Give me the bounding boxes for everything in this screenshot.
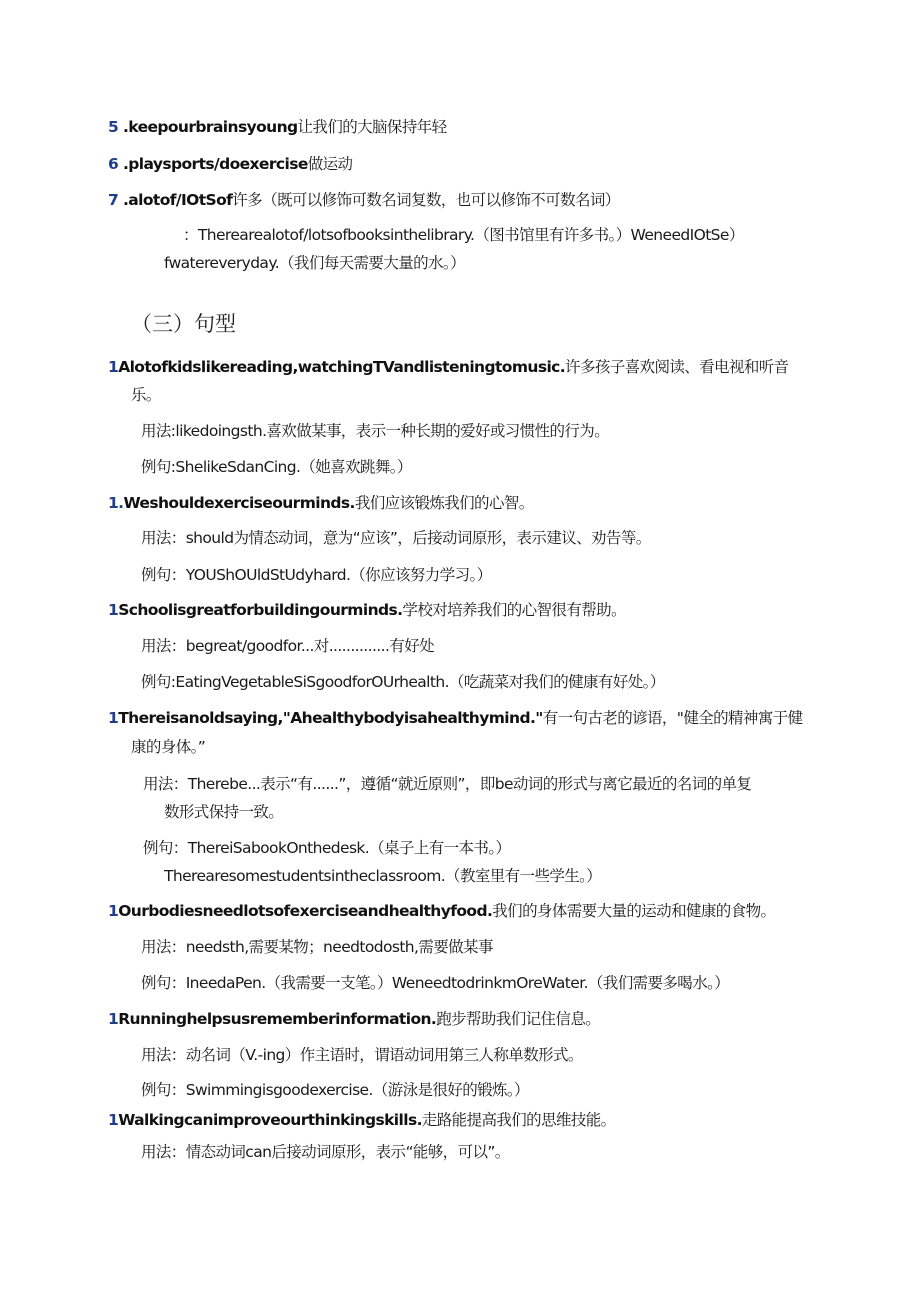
- item-number: 5: [108, 118, 119, 136]
- usage-line: 用法：动名词（V.-ing）作主语时，谓语动词用第三人称单数形式。: [141, 1046, 583, 1064]
- usage-line: 用法：needsth,需要某物；needtodosth,需要做某事: [141, 938, 493, 956]
- usage-line: 用法:likedoingsth.喜欢做某事，表示一种长期的爱好或习惯性的行为。: [141, 422, 610, 440]
- sentence-translation: 跑步帮助我们记住信息。: [436, 1010, 601, 1028]
- item-number: 7: [108, 191, 119, 209]
- sentence-line: [108, 356, 789, 378]
- meaning: 做运动: [307, 155, 353, 173]
- sentence-line: [108, 900, 775, 922]
- sentence-translation: 有一句古老的谚语，"健全的精神寓于健: [542, 709, 803, 727]
- example-line: 例句：ThereiSabookOnthedesk.（桌子上有一本书。）: [143, 839, 511, 857]
- sentence-english: Weshouldexerciseourminds.: [123, 494, 355, 512]
- usage-line: 用法：Therebe...表示“有......”，遵循“就近原则”，即be动词的形式与离它最近的名词的单复: [143, 775, 752, 793]
- sentence-translation: 走路能提高我们的思维技能。: [421, 1111, 616, 1129]
- vocab-example-line: ：Therearealotof/lotsofbooksinthelibrary.（图书馆里有许多书。）WeneedIOtSe）: [183, 226, 744, 244]
- usage-line: 用法：should为情态动词，意为“应该”，后接动词原形，表示建议、劝告等。: [141, 529, 651, 547]
- example-line: 例句:EatingVegetableSiSgoodforOUrhealth.（吃蔬菜对我们的健康有好处。）: [141, 673, 665, 691]
- vocab-example-line: fwatereveryday.（我们每天需要大量的水。）: [164, 254, 465, 272]
- item-number: 6: [108, 155, 119, 173]
- vocab-item: [108, 116, 447, 138]
- example-line: 例句：IneedaPen.（我需要一支笔。）WeneedtodrinkmOreWater.（我们需要多喝水。）: [141, 974, 730, 992]
- item-number: 1: [108, 1111, 119, 1129]
- example-line: 例句:ShelikeSdanCing.（她喜欢跳舞。）: [141, 458, 412, 476]
- example-line: 例句：Swimmingisgoodexercise.（游泳是很好的锻炼。）: [141, 1081, 529, 1099]
- sentence-english: Runninghelpsusrememberinformation.: [118, 1010, 437, 1028]
- sentence-english: Thereisanoldsaying,"Ahealthybodyisahealthymind.": [118, 709, 543, 727]
- sentence-line: [108, 1008, 600, 1030]
- item-number: 1: [108, 709, 119, 727]
- vocab-item: [108, 153, 352, 175]
- sentence-line: [108, 707, 803, 729]
- sentence-english: Alotofkidslikereading,watchingTVandlisteningtomusic.: [118, 358, 566, 376]
- sentence-line: [108, 492, 534, 514]
- example-continuation: Therearesomestudentsintheclassroom.（教室里有一些学生。）: [164, 867, 602, 885]
- usage-line: 用法：begreat/goodfor...对..............有好处: [141, 637, 434, 655]
- section-heading: （三）句型: [131, 312, 236, 336]
- sentence-line: [108, 599, 626, 621]
- sentence-translation: 我们应该锻炼我们的心智。: [354, 494, 534, 512]
- phrase: .keepourbrainsyoung: [118, 118, 298, 136]
- item-number: 1.: [108, 494, 124, 512]
- sentence-translation: 学校对培养我们的心智很有帮助。: [402, 601, 626, 619]
- meaning: 许多（既可以修饰可数名词复数，也可以修饰不可数名词）: [232, 191, 620, 209]
- sentence-english: Walkingcanimproveourthinkingskills.: [118, 1111, 422, 1129]
- item-number: 1: [108, 902, 119, 920]
- sentence-line: [108, 1109, 616, 1131]
- sentence-continuation: 康的身体。”: [131, 738, 206, 756]
- sentence-english: Ourbodiesneedlotsofexerciseandhealthyfood.: [118, 902, 493, 920]
- item-number: 1: [108, 358, 119, 376]
- vocab-item: [108, 189, 620, 211]
- phrase: .alotof/IOtSof: [118, 191, 233, 209]
- usage-continuation: 数形式保持一致。: [164, 803, 284, 821]
- meaning: 让我们的大脑保持年轻: [297, 118, 447, 136]
- item-number: 1: [108, 1010, 119, 1028]
- sentence-english: Schoolisgreatforbuildingourminds.: [118, 601, 403, 619]
- phrase: .playsports/doexercise: [118, 155, 308, 173]
- example-line: 例句：YOUShOUldStUdyhard.（你应该努力学习。）: [141, 566, 492, 584]
- sentence-translation: 许多孩子喜欢阅读、看电视和听音: [565, 358, 789, 376]
- item-number: 1: [108, 601, 119, 619]
- sentence-continuation: 乐。: [131, 386, 161, 404]
- sentence-translation: 我们的身体需要大量的运动和健康的食物。: [492, 902, 776, 920]
- usage-line: 用法：情态动词can后接动词原形，表示“能够，可以”。: [141, 1143, 510, 1161]
